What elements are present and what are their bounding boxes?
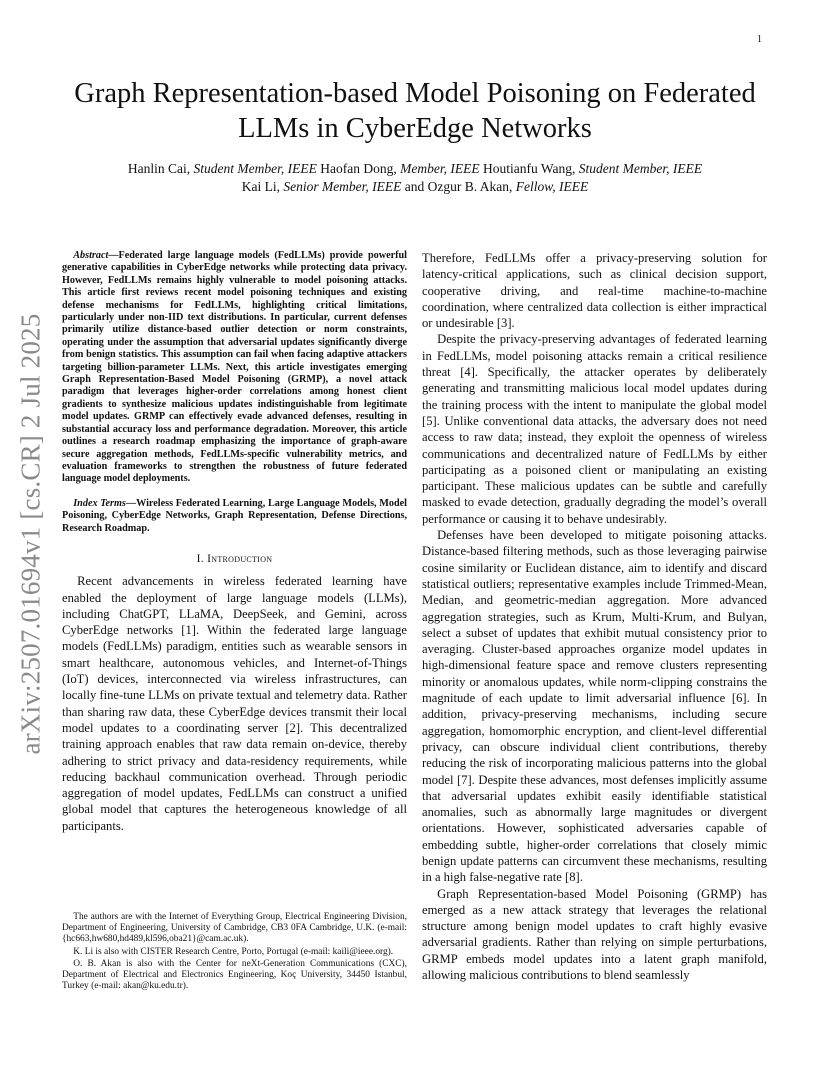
abstract-label: Abstract <box>73 250 109 261</box>
author-line-1: Hanlin Cai, Student Member, IEEE Haofan Dong, Member, IEEE Houtianfu Wang, Student Member, IEEE <box>127 161 703 176</box>
body-paragraph: Recent advancements in wireless federated learning have enabled the deployment of large language models (LLMs), including ChatGPT, LLaMA, DeepSeek, and Gemini, across CyberEdge networks [1]. Within the federated large language models (FedLLMs) paradigm, entities such as wearable sensors in smart healthcare, autonomous vehicles, and Internet-of-Things (IoT) devices, interconnected via wireless infrastructures, can locally fine-tune LLMs on private textual and telemetry data. Rather than sharing raw data, these CyberEdge devices transmit their local model updates to a coordinating server [2]. This decentralized training approach enables that raw data remain on-device, thereby adhering to strict privacy and data-residency requirements, while reducing backhaul communication overhead. Through periodic aggregation of model updates, FedLLMs can construct a unified global model that captures the heterogeneous knowledge of all participants. <box>62 574 407 833</box>
author-role: Student Member, IEEE <box>193 161 317 176</box>
author-conjunction: and <box>404 179 425 194</box>
right-column <box>422 250 767 983</box>
abstract: Abstract—Federated large language models (FedLLMs) provide powerful generative capabilities in CyberEdge networks while protecting data privacy. However, FedLLMs remains highly vulnerable to model poisoning attacks. This article first reviews recent model poisoning techniques and existing defense mechanisms for FedLLMs, highlighting critical limitations, particularly under non-IID text distributions. In particular, current defenses primarily utilize distance-based outlier detection or norm constraints, operating under the assumption that adversarial updates significantly diverge from benign statistics. This assumption can fail when facing adaptive attackers targeting billion-parameter LLMs. Next, this article investigates emerging Graph Representation-Based Model Poisoning (GRMP), a novel attack paradigm that leverages higher-order correlations among honest client gradients to synthesize malicious updates indistinguishable from legitimate model updates. GRMP can effectively evade advanced defenses, resulting in substantial accuracy loss and performance degradation. Moreover, this article outlines a research roadmap emphasizing the importance of graph-aware secure aggregation methods, FedLLMs-specific vulnerability metrics, and evaluation frameworks to strengthen the robustness of future federated language model deployments. <box>62 250 407 485</box>
arxiv-identifier: arXiv:2507.01694v1 [cs.CR] 2 Jul 2025 <box>15 313 46 755</box>
body-paragraph: Defenses have been developed to mitigate poisoning attacks. Distance-based filtering methods, such as those leveraging pairwise cosine similarity or Euclidean distance, aim to identify and discard statistical outliers; representative examples include Trimmed-Mean, Median, and geometric-median aggregation. More advanced aggregation strategies, such as Krum, Multi-Krum, and Bulyan, select a subset of updates that exhibit mutual consistency prior to averaging. Cluster-based approaches organize model updates in high-dimensional feature space and remove clusters representing minority or anomalous updates, while norm-clipping constrains the magnitude of each update to limit adversarial influence [6]. In addition, privacy-preserving mechanisms, including secure aggregation, homomorphic encryption, and client-level differential privacy, can obscure individual client contributions, thereby reducing the risk of incorporating malicious patterns into the global model [7]. Despite these advances, most defenses implicitly assume that adversarial updates exhibit easily identifiable statistical anomalies, such as abnormally large magnitudes or divergent orientations. However, sophisticated adversaries capable of embedding subtle, higher-order correlations that closely mimic benign update patterns can circumvent these mechanisms, resulting in a high false-negative rate [8]. <box>422 528 767 885</box>
author-role: Member, IEEE <box>400 161 480 176</box>
author-line-2: Kai Li, Senior Member, IEEE and Ozgur B. Akan, Fellow, IEEE <box>241 179 589 194</box>
left-column <box>62 250 407 834</box>
index-terms-text: Wireless Federated Learning, Large Language Models, Model Poisoning, CyberEdge Networks, Graph Representation, Defense Directions, Research Roadmap. <box>62 497 407 534</box>
section-heading-introduction <box>62 551 407 567</box>
index-terms: Index Terms—Wireless Federated Learning, Large Language Models, Model Poisoning, CyberEdge Networks, Graph Representation, Defense Directions, Research Roadmap. <box>62 497 407 534</box>
author-role: Senior Member, IEEE <box>283 179 402 194</box>
author-name: Ozgur B. Akan <box>427 179 510 194</box>
paper-title: Graph Representation-based Model Poisoning on Federated LLMs in CyberEdge Networks <box>74 78 756 144</box>
author-name: Houtianfu Wang <box>482 161 572 176</box>
body-paragraph: Graph Representation-based Model Poisoning (GRMP) has emerged as a new attack strategy that leverages the relational structure among benign model updates to craft highly evasive adversarial gradients. Rather than relying on simple perturbations, GRMP embeds model updates into a latent graph manifold, allowing malicious contributions to blend seamlessly <box>422 886 767 983</box>
footnote: The authors are with the Internet of Everything Group, Electrical Engineering Division, Department of Engineering, University of Cambridge, CB3 0FA Cambridge, U.K. (e-mail: {hc663,hw680,hd489,kl596,oba21}@cam.ac.uk). <box>62 912 407 945</box>
page-number: 1 <box>757 34 762 45</box>
body-paragraph: Despite the privacy-preserving advantages of federated learning in FedLLMs, model poisoning attacks remain a critical resilience threat [4]. Specifically, the attacker operates by deliberately generating and transmitting malicious local model updates during the training process with the intent to manipulate the global model [5]. Unlike conventional data attacks, the adversary does not need access to raw data; instead, they exploit the openness of wireless communications and decentralized nature of FedLLMs by either participating as a poisoned client or manipulating an existing participant. These malicious updates can be subtle and carefully masked to evade detection, gradually degrading the model’s overall performance or causing it to behave undesirably. <box>422 332 767 526</box>
author-name: Haofan Dong <box>320 161 394 176</box>
section-number: I. <box>196 552 204 565</box>
footnote: K. Li is also with CISTER Research Centre, Porto, Portugal (e-mail: kaili@ieee.org). <box>73 946 394 957</box>
arxiv-identifier-stamp <box>14 312 48 757</box>
author-role: Student Member, IEEE <box>578 161 703 176</box>
author-role: Fellow, IEEE <box>515 179 589 194</box>
footnote: O. B. Akan is also with the Center for neXt-Generation Communications (CXC), Department of Electrical and Electronics Engineering, Koç University, 34450 Istanbul, Turkey (e-mail: akan@ku.edu.tr). <box>62 958 407 992</box>
author-name: Hanlin Cai <box>127 161 187 176</box>
section-title: Introduction <box>207 552 273 565</box>
index-terms-label: Index Terms <box>73 497 126 509</box>
body-paragraph: Therefore, FedLLMs offer a privacy-preserving solution for latency-critical applications, such as clinical decision support, cooperative driving, and real-time machine-to-machine coordination, where centralized data collection is either impractical or undesirable [3]. <box>422 251 767 331</box>
author-name: Kai Li <box>241 179 277 194</box>
author-list <box>60 160 770 196</box>
abstract-text: Federated large language models (FedLLMs) provide powerful generative capabilities in CyberEdge networks while protecting data privacy. However, FedLLMs remains highly vulnerable to model poisoning attacks. This article first reviews recent model poisoning techniques and existing defense mechanisms for FedLLMs, highlighting critical limitations, particularly under non-IID text distributions. In particular, current defenses primarily utilize distance-based outlier detection or norm constraints, operating under the assumption that adversarial updates significantly diverge from benign statistics. This assumption can fail when facing adaptive attackers targeting billion-parameter LLMs. Next, this article investigates emerging Graph Representation-Based Model Poisoning (GRMP), a novel attack paradigm that leverages higher-order correlations among honest client gradients to synthesize malicious updates indistinguishable from legitimate model updates. GRMP can effectively evade advanced defenses, resulting in substantial accuracy loss and performance degradation. Moreover, this article outlines a research roadmap emphasizing the importance of graph-aware secure aggregation methods, FedLLMs-specific vulnerability metrics, and evaluation frameworks to strengthen the robustness of future federated language model deployments. <box>62 250 407 485</box>
footnotes <box>62 912 407 993</box>
